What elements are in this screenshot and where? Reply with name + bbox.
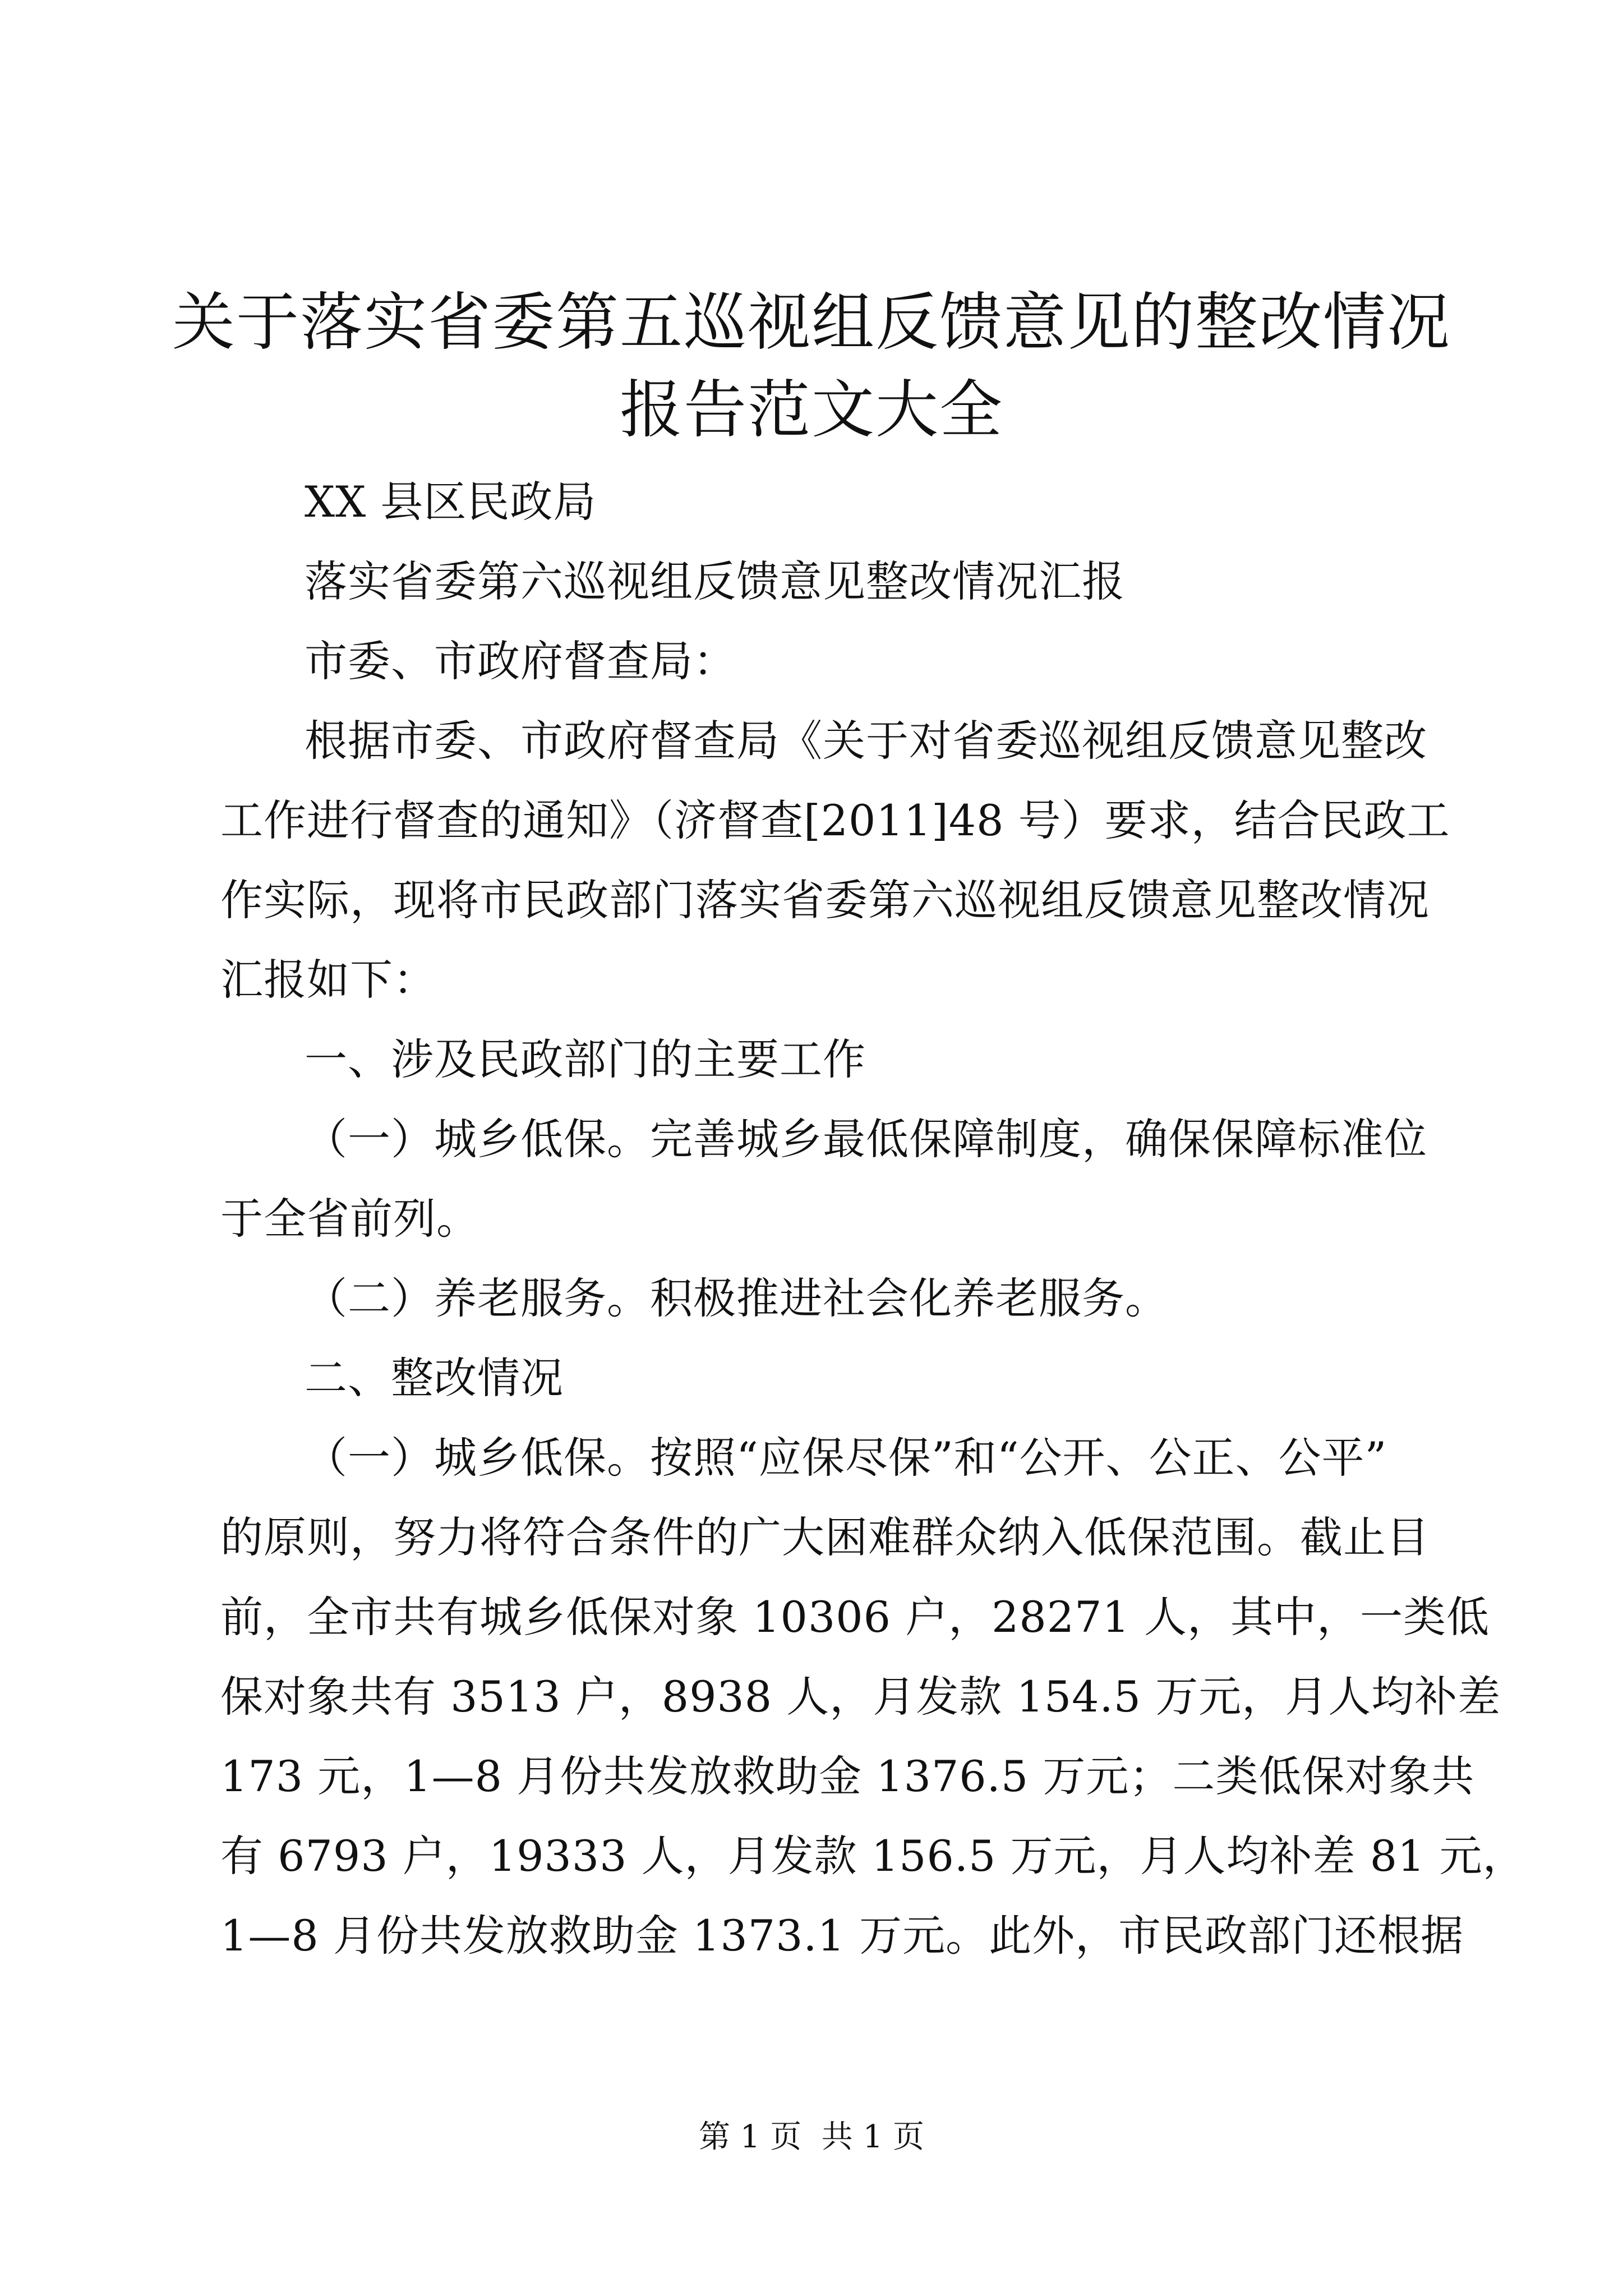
body-line: 作实际，现将市民政部门落实省委第六巡视组反馈意见整改情况 <box>220 875 1430 925</box>
body-line: XX 县区民政局 <box>305 477 597 527</box>
body-line: 落实省委第六巡视组反馈意见整改情况汇报 <box>305 556 1125 606</box>
body-line: 根据市委、市政府督查局《关于对省委巡视组反馈意见整改 <box>305 716 1427 766</box>
body-line: 173 元，1—8 月份共发放救助金 1376.5 万元；二类低保对象共 <box>220 1751 1475 1801</box>
body-line: 工作进行督查的通知》（济督查[2011]48 号）要求，结合民政工 <box>220 795 1450 845</box>
body-line: 有 6793 户，19333 人，月发款 156.5 万元，月人均补差 81 元， <box>220 1831 1526 1881</box>
body-line: 于全省前列。 <box>220 1194 479 1244</box>
body-line: 市委、市政府督查局： <box>305 636 736 686</box>
body-line: 1—8 月份共发放救助金 1373.1 万元。此外，市民政部门还根据 <box>220 1911 1464 1961</box>
body-line: （一）城乡低保。按照“应保尽保”和“公开、公正、公平” <box>305 1433 1387 1483</box>
body-line: 汇报如下： <box>220 955 436 1005</box>
body-line: （一）城乡低保。完善城乡最低保障制度，确保保障标准位 <box>305 1114 1427 1164</box>
body-line: 二、整改情况 <box>305 1353 564 1403</box>
document-title-line-2: 报告范文大全 <box>620 374 1003 447</box>
document-title-line-1: 关于落实省委第五巡视组反馈意见的整改情况 <box>172 286 1451 359</box>
body-line: 前，全市共有城乡低保对象 10306 户，28271 人，其中，一类低 <box>220 1592 1490 1642</box>
page-footer: 第 1 页 共 1 页 <box>698 2119 925 2155</box>
body-line: 保对象共有 3513 户，8938 人，月发款 154.5 万元，月人均补差 <box>220 1672 1501 1722</box>
body-line: （二）养老服务。积极推进社会化养老服务。 <box>305 1273 1168 1323</box>
body-line: 的原则，努力将符合条件的广大困难群众纳入低保范围。截止目 <box>220 1512 1430 1562</box>
body-line: 一、涉及民政部门的主要工作 <box>305 1034 866 1084</box>
